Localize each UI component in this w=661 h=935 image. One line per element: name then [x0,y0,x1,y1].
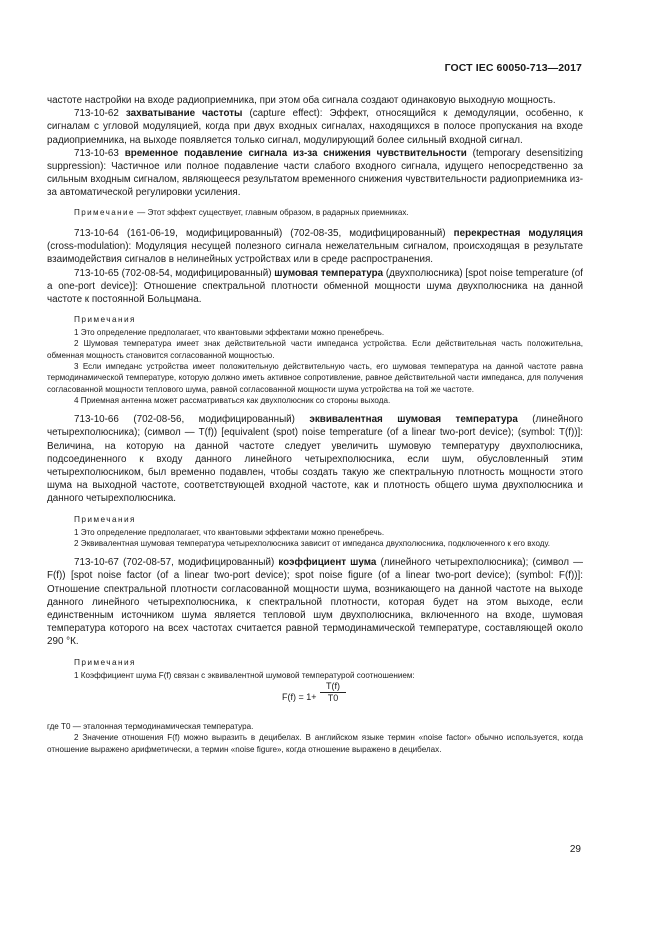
note-text: — Этот эффект существует, главным образом, в радарных приемниках. [137,207,409,217]
note-label: Примечание [74,207,135,217]
entry-term: временное подавление сигнала из-за снижения чувствительности [124,147,467,159]
term-entry-713-10-65 [47,267,583,307]
term-entry-713-10-66 [47,413,583,505]
note-item: 3 Если импеданс устройства имеет положительную действительную часть, его шумовая температура на данной частоте равна термодинамической температуре, которую должно иметь активное сопротивление, равное действительной части импеданса, для получения согласованной мощности теплового шума, равной согласованной мощности шума устройства на той же частоте. [47,362,583,394]
notes-heading: Примечания [74,656,136,667]
note-item: 2 Шумовая температура имеет знак действительной части импеданса устройства. Если действительная часть положительна, обменная мощность становится согласованной мощностью. [47,339,583,360]
entry-definition: (temporary desensitizing suppression): Частичное или полное подавление части слабого входного сигнала, идущего непосредственно за сильным входным сигналом, являющееся результатом временного снижения чувствительности радиоприемника из-за автоматической регулировки усиления. [47,147,583,199]
formula-denominator: T0 [327,692,339,703]
page-number: 29 [569,844,581,855]
notes-heading: Примечания [74,314,136,325]
entry-definition: (линейного четырехполюсника); (символ — T(f)) [equivalent (spot) noise temperature (of a linear two-port device); (symbol: T(f))]: Величина, на которую на данной частоте следует увеличить шумовую температуру двухполюсника, подсоединенного к входу данного линейного четырехполюсника, если шум, обусловленный этим четырехполюсником, был временно подавлен, чтобы создать такую же спектральную плотность мощности этого шума на выходной частоте, соответствующей входной частоте, как и плотность общего шума двухполюсника и данного четырехполюсника. [47,414,583,505]
note-item: 1 Это определение предполагает, что квантовыми эффектами можно пренебречь. [74,527,385,537]
entry-definition: (cross-modulation): Модуляция несущей полезного сигнала нежелательным сигналом, происходящая в результате взаимодействия сигналов в нелинейных устройствах или в среде распространения. [47,241,583,266]
entry-number: 713-10-67 (702-08-57, модифицированный) [74,557,275,569]
entry-number: 713-10-65 (702-08-54, модифицированный) [74,267,272,279]
note-item: 2 Эквивалентная шумовая температура четырехполюсника зависит от импеданса двухполюсника, подключенного к его входу. [74,538,551,548]
term-entry-713-10-63 [47,147,583,200]
formula [47,681,583,721]
entry-term: коэффициент шума [278,557,377,569]
entry-definition: (линейного четырехполюсника); (символ — F(f)) [spot noise factor (of a linear two-port device); spot noise figure (of a linear two-port device); (symbol: F(f))]: Отношение спектральной плотности согласованной мощности шума, возникающего на данной частоте на выходе данного линейного четырехполюсника, к спектральной плотности, которая будет на этом выходе, если единственным источником шума является тепловой шум двухполюсника, включенного на входе, шумовая температура которого на всех частотах считается равной термодинамической температуре, составляющей около 290 °К. [47,557,583,648]
entry-term: эквивалентная шумовая температура [309,414,518,426]
entry-number: 713-10-64 (161-06-19, модифицированный) (702-08-35, модифицированный) [74,227,446,239]
entry-term: перекрестная модуляция [453,227,583,239]
entry-definition: (двухполюсника) [spot noise temperature (of a one-port device)]: Отношение спектральной плотности обменной мощности шума двухполюсника на данной частоте к постоянной Больцмана. [47,267,584,305]
note-item: 4 Приемная антенна может рассматриваться как двухполюсник со стороны выхода. [74,395,391,405]
document-header: ГОСТ IEC 60050-713—2017 [444,62,582,74]
page-content [47,94,583,755]
note-item: 1 Это определение предполагает, что квантовыми эффектами можно пренебречь. [74,328,385,338]
entry-term: шумовая температура [274,267,384,279]
formula-fraction [320,681,346,703]
entry-definition: (capture effect): Эффект, относящийся к демодуляции, особенно, к сигналам с угловой модуляцией, когда при двух входных сигналах, находящихся в полосе пропускания на входе радиоприемника, на выходе появляется только сигнал, модулирующий более сильный входной сигнал. [47,108,583,146]
notes-heading: Примечания [74,513,136,524]
formula-where: где T0 — эталонная термодинамическая температура. [47,721,254,731]
term-entry-713-10-67 [47,556,583,648]
entry-term: захватывание частоты [125,108,243,120]
note-713-10-63 [47,207,583,218]
formula-numerator: T(f) [320,681,346,693]
entry-number: 713-10-66 (702-08-56, модифицированный) [74,414,295,426]
note-item: 1 Коэффициент шума F(f) связан с эквивалентной шумовой температурой соотношением: [74,670,415,680]
paragraph: частоте настройки на входе радиоприемника, при этом оба сигнала создают одинаковую выходную мощность. [47,95,556,106]
term-entry-713-10-64 [47,227,583,267]
note-item: 2 Значение отношения F(f) можно выразить в децибелах. В английском языке термин «noise factor» обычно используется, когда отношение выражено арифметически, а термин «noise figure», когда отношение выражено в децибелах. [47,733,583,754]
formula-lhs: F(f) = 1+ [282,691,317,702]
entry-number: 713-10-63 [74,147,119,159]
term-entry-713-10-62 [47,107,583,147]
entry-number: 713-10-62 [74,108,119,120]
